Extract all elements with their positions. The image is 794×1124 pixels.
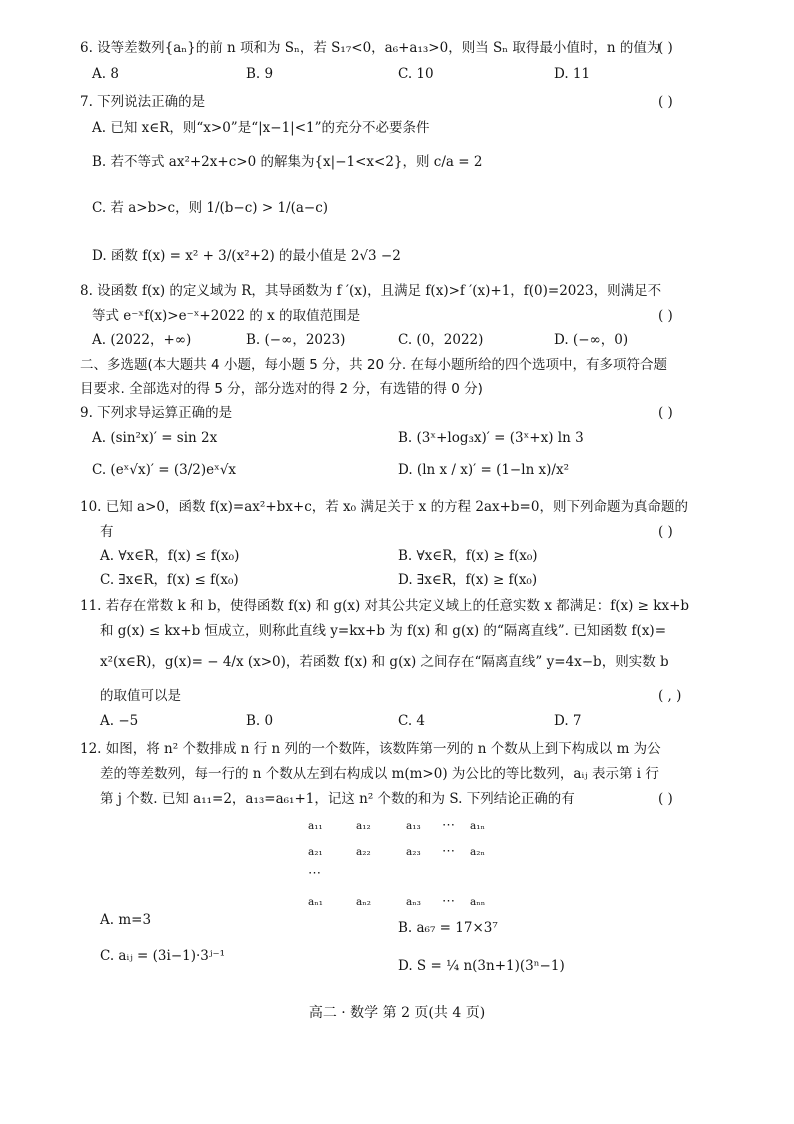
q11-option-b: B. 0 — [246, 713, 274, 729]
q11-answer-paren: ( , ) — [658, 688, 682, 704]
q7-answer-paren: ( ) — [658, 94, 673, 110]
matrix-cell: aₙ₁ — [308, 896, 324, 908]
q10-option-d: D. ∃x∈R，f(x) ≥ f(x₀) — [398, 572, 538, 588]
q10-option-c: C. ∃x∈R，f(x) ≤ f(x₀) — [100, 572, 239, 588]
q6-option-c: C. 10 — [398, 66, 434, 82]
q10-option-b: B. ∀x∈R，f(x) ≥ f(x₀) — [398, 548, 538, 564]
q12-option-a: A. m=3 — [100, 912, 152, 928]
q10-answer-paren: ( ) — [658, 524, 673, 540]
matrix-cell: a₂₃ — [406, 846, 421, 858]
q9-option-a: A. (sin²x)′ = sin 2x — [92, 430, 218, 446]
q7-option-b: B. 若不等式 ax²+2x+c>0 的解集为{x|−1<x<2}，则 c/a = 2 — [92, 154, 483, 170]
q6-option-d: D. 11 — [554, 66, 591, 82]
q8-option-c: C. (0，2022) — [398, 332, 484, 348]
matrix-cell: a₁₁ — [308, 820, 323, 832]
q11-stem-line2: 和 g(x) ≤ kx+b 恒成立，则称此直线 y=kx+b 为 f(x) 和 g(x) 的“隔离直线”. 已知函数 f(x)= — [100, 623, 667, 639]
q12-option-d: D. S = ¼ n(3n+1)(3ⁿ−1) — [398, 958, 565, 974]
q9-option-c: C. (eˣ√x)′ = (3/2)eˣ√x — [92, 462, 237, 478]
matrix-cell: ⋯ — [442, 844, 455, 859]
q9-answer-paren: ( ) — [658, 405, 673, 421]
q6-answer-paren: ( ) — [658, 40, 673, 56]
matrix-cell: a₂₂ — [356, 846, 371, 858]
q12-stem-line1: 12. 如图，将 n² 个数排成 n 行 n 列的一个数阵，该数阵第一列的 n 个数从上到下构成以 m 为公 — [80, 741, 661, 757]
q8-answer-paren: ( ) — [658, 308, 673, 324]
q10-stem-line1: 10. 已知 a>0，函数 f(x)=ax²+bx+c，若 x₀ 满足关于 x 的方程 2ax+b=0，则下列命题为真命题的 — [80, 499, 688, 515]
section2-heading-line2: 目要求. 全部选对的得 5 分，部分选对的得 2 分，有选错的得 0 分) — [80, 381, 483, 397]
q8-option-b: B. (−∞，2023) — [246, 332, 346, 348]
q12-stem-line2: 差的等差数列，每一行的 n 个数从左到右构成以 m(m>0) 为公比的等比数列，aᵢⱼ 表示第 i 行 — [100, 766, 659, 782]
matrix-cell: ⋯ — [442, 894, 455, 909]
matrix-cell: ⋯ — [308, 866, 321, 881]
q10-stem-line2: 有 — [100, 524, 114, 540]
q7-option-c: C. 若 a>b>c，则 1/(b−c) > 1/(a−c) — [92, 200, 329, 216]
q11-stem-line3: x²(x∈R)，g(x)= − 4/x (x>0)，若函数 f(x) 和 g(x) 之间存在“隔离直线” y=4x−b，则实数 b — [100, 654, 669, 670]
q7-option-d: D. 函数 f(x) = x² + 3/(x²+2) 的最小值是 2√3 −2 — [92, 248, 401, 264]
matrix-cell: a₁₃ — [406, 820, 421, 832]
matrix-cell: aₙ₃ — [406, 896, 422, 908]
q8-option-d: D. (−∞，0) — [554, 332, 629, 348]
q6-stem: 6. 设等差数列{aₙ}的前 n 项和为 Sₙ，若 S₁₇<0，a₆+a₁₃>0，则当 Sₙ 取得最小值时，n 的值为 — [80, 40, 661, 56]
q11-option-d: D. 7 — [554, 713, 582, 729]
q8-option-a: A. (2022，+∞) — [92, 332, 192, 348]
q7-stem: 7. 下列说法正确的是 — [80, 94, 206, 110]
q7-option-a: A. 已知 x∈R，则“x>0”是“|x−1|<1”的充分不必要条件 — [92, 120, 430, 136]
q11-stem-line4: 的取值可以是 — [100, 688, 181, 704]
matrix-cell: a₁ₙ — [470, 820, 486, 832]
q9-stem: 9. 下列求导运算正确的是 — [80, 405, 233, 421]
q12-answer-paren: ( ) — [658, 791, 673, 807]
q12-option-b: B. a₆₇ = 17×3⁷ — [398, 920, 498, 936]
q6-option-b: B. 9 — [246, 66, 274, 82]
q9-option-b: B. (3ˣ+log₃x)′ = (3ˣ+x) ln 3 — [398, 430, 584, 446]
q11-stem-line1: 11. 若存在常数 k 和 b，使得函数 f(x) 和 g(x) 对其公共定义域上的任意实数 x 都满足：f(x) ≥ kx+b — [80, 598, 690, 614]
q10-option-a: A. ∀x∈R，f(x) ≤ f(x₀) — [100, 548, 240, 564]
q8-stem-line2: 等式 e⁻ˣf(x)>e⁻ˣ+2022 的 x 的取值范围是 — [92, 308, 361, 324]
matrix-cell: a₂ₙ — [470, 846, 486, 858]
q12-option-c: C. aᵢⱼ = (3i−1)·3ʲ⁻¹ — [100, 948, 225, 964]
q11-option-a: A. −5 — [100, 713, 139, 729]
q8-stem-line1: 8. 设函数 f(x) 的定义域为 R，其导函数为 f ′(x)，且满足 f(x)>f ′(x)+1，f(0)=2023，则满足不 — [80, 283, 662, 299]
matrix-cell: aₙₙ — [470, 896, 486, 908]
q9-option-d: D. (ln x / x)′ = (1−ln x)/x² — [398, 462, 570, 478]
matrix-cell: a₂₁ — [308, 846, 323, 858]
q11-option-c: C. 4 — [398, 713, 426, 729]
matrix-cell: a₁₂ — [356, 820, 371, 832]
q6-option-a: A. 8 — [92, 66, 119, 82]
section2-heading-line1: 二、多选题(本大题共 4 小题，每小题 5 分，共 20 分. 在每小题所给的四个选项中，有多项符合题 — [80, 357, 667, 373]
matrix-cell: ⋯ — [442, 818, 455, 833]
q12-stem-line3: 第 j 个数. 已知 a₁₁=2，a₁₃=a₆₁+1，记这 n² 个数的和为 S. 下列结论正确的有 — [100, 791, 575, 807]
matrix-cell: aₙ₂ — [356, 896, 372, 908]
page-footer: 高二 · 数学 第 2 页(共 4 页) — [308, 1005, 486, 1021]
